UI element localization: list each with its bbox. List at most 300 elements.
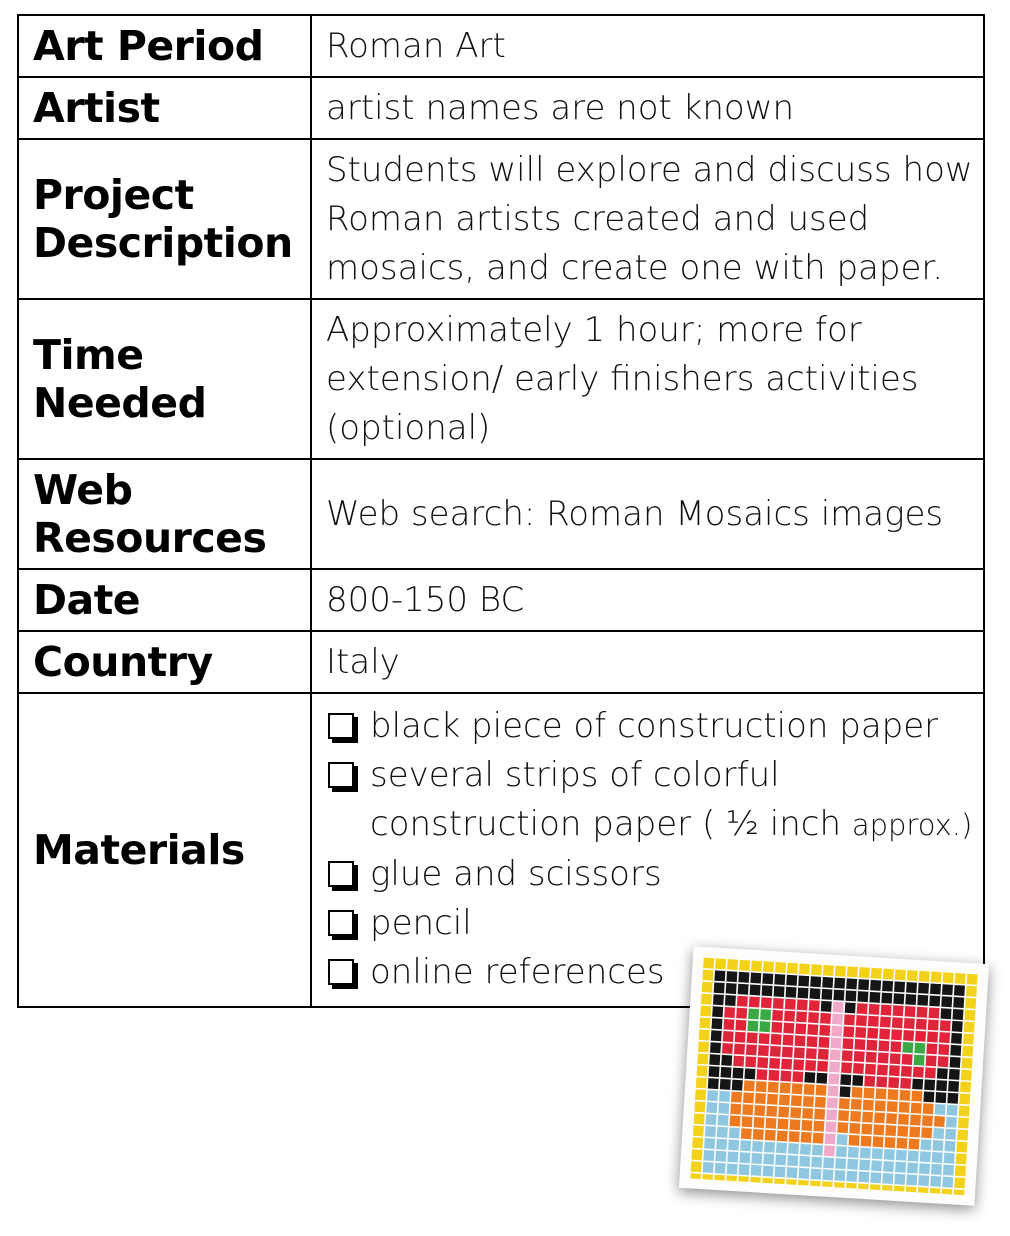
mosaic-tile <box>816 1073 827 1084</box>
mosaic-tile <box>751 961 762 972</box>
materials-label: Materials <box>18 693 311 1007</box>
mosaic-tile <box>910 1115 921 1126</box>
mosaic-tile <box>723 1019 734 1030</box>
mosaic-tile <box>761 997 772 1008</box>
artist-label: Artist <box>18 77 311 139</box>
row-art-period <box>18 15 984 77</box>
mosaic-tile <box>907 1162 918 1173</box>
time-needed-label-line2: Needed <box>33 379 207 427</box>
materials-item-text-small: approx.) <box>851 808 973 842</box>
mosaic-tile <box>912 1079 923 1090</box>
mosaic-tile <box>931 972 942 983</box>
mosaic-tile <box>751 1153 762 1164</box>
mosaic-tile <box>712 1006 723 1017</box>
mosaic-tile <box>881 1005 892 1016</box>
mosaic-tile <box>890 1041 901 1052</box>
mosaic-tile <box>792 1083 803 1094</box>
mosaic-tile <box>847 1159 858 1170</box>
mosaic-tile <box>924 1079 935 1090</box>
mosaic-tile <box>954 1177 965 1188</box>
mosaic-tile <box>797 999 808 1010</box>
mosaic-tile <box>883 1161 894 1172</box>
mosaic-tile <box>798 975 809 986</box>
mosaic-tile <box>783 1035 794 1046</box>
mosaic-tile <box>787 1167 798 1178</box>
mosaic-tile <box>845 990 856 1001</box>
mosaic-tile <box>828 1085 839 1096</box>
mosaic-tile <box>918 983 929 994</box>
mosaic-tile <box>803 1096 814 1107</box>
mosaic-tile <box>819 1025 830 1036</box>
mosaic-tile <box>876 1076 887 1087</box>
mosaic-tile <box>702 982 713 993</box>
mosaic-tile <box>907 970 918 981</box>
mosaic-tile <box>952 1021 963 1032</box>
mosaic-tile <box>739 1164 750 1175</box>
mosaic-tile <box>762 1178 773 1189</box>
mosaic-tile <box>725 995 736 1006</box>
mosaic-tile <box>966 986 977 997</box>
mosaic-tile <box>880 1017 891 1028</box>
mosaic-tile <box>919 1163 930 1174</box>
mosaic-tile <box>699 1018 710 1029</box>
mosaic-tile <box>804 1084 815 1095</box>
mosaic-tile <box>870 1184 881 1195</box>
mosaic-tile <box>953 997 964 1008</box>
mosaic-tile <box>962 1046 973 1057</box>
mosaic-tile <box>775 1154 786 1165</box>
mosaic-tile <box>733 1056 744 1067</box>
mosaic-tile <box>879 1029 890 1040</box>
project-description-label-line1: Project <box>33 171 194 219</box>
mosaic-tile <box>955 1165 966 1176</box>
mosaic-tile <box>738 984 749 995</box>
date-value: 800-150 BC <box>311 569 984 631</box>
mosaic-tile <box>726 983 737 994</box>
row-time-needed <box>18 299 984 459</box>
materials-item-text: online references <box>370 952 665 992</box>
mosaic-tile <box>920 1139 931 1150</box>
mosaic-tile <box>809 1000 820 1011</box>
mosaic-tile <box>763 1154 774 1165</box>
art-period-value: Roman Art <box>311 15 984 77</box>
mosaic-tile <box>811 1157 822 1168</box>
mosaic-tile <box>909 1127 920 1138</box>
mosaic-tile <box>742 1104 753 1115</box>
materials-item-text: black piece of construction paper <box>370 706 939 746</box>
mosaic-tile <box>905 1006 916 1017</box>
mosaic-tile <box>757 1057 768 1068</box>
mosaic-tile <box>691 1161 702 1172</box>
mosaic-tile <box>905 994 916 1005</box>
mosaic-tile <box>744 1080 755 1091</box>
mosaic-tile <box>942 1177 953 1188</box>
mosaic-tile <box>771 1022 782 1033</box>
artist-value: artist names are not known <box>311 77 984 139</box>
mosaic-tile <box>889 1065 900 1076</box>
mosaic-tile <box>809 988 820 999</box>
mosaic-tile <box>754 1117 765 1128</box>
mosaic-tile <box>883 969 894 980</box>
mosaic-tile <box>734 1044 745 1055</box>
mosaic-tile <box>801 1120 812 1131</box>
mosaic-tile <box>718 1103 729 1114</box>
mosaic-tile <box>827 1097 838 1108</box>
mosaic-tile <box>923 1103 934 1114</box>
mosaic-tile <box>801 1132 812 1143</box>
mosaic-tile <box>732 1068 743 1079</box>
mosaic-tile <box>844 1014 855 1025</box>
mosaic-tile <box>937 1068 948 1079</box>
mosaic-tile <box>946 1117 957 1128</box>
mosaic-tile <box>816 1085 827 1096</box>
mosaic-tile <box>784 1011 795 1022</box>
mosaic-tile <box>861 1136 872 1147</box>
mosaic-tile <box>821 989 832 1000</box>
mosaic-tile <box>870 1172 881 1183</box>
mosaic-tile <box>868 1016 879 1027</box>
mosaic-tile <box>756 1069 767 1080</box>
mosaic-tile <box>928 1019 939 1030</box>
mosaic-tile <box>851 1099 862 1110</box>
mosaic-tile <box>885 1137 896 1148</box>
mosaic-tile <box>772 1010 783 1021</box>
mosaic-tile <box>798 1168 809 1179</box>
mosaic-tile <box>697 1053 708 1064</box>
mosaic-tile <box>887 1101 898 1112</box>
butterfly-mosaic-photo <box>679 946 989 1206</box>
mosaic-tile <box>707 1090 718 1101</box>
mosaic-tile <box>836 1146 847 1157</box>
mosaic-tile <box>750 985 761 996</box>
mosaic-tile <box>917 995 928 1006</box>
mosaic-tile <box>964 1010 975 1021</box>
mosaic-tile <box>950 1045 961 1056</box>
mosaic-tile <box>891 1029 902 1040</box>
mosaic-tile <box>848 1147 859 1158</box>
mosaic-tile <box>774 1178 785 1189</box>
mosaic-tile <box>702 1174 713 1185</box>
materials-item-text: several strips of colorful construction paper ( ½ inch <box>370 755 842 844</box>
mosaic-tile <box>959 1106 970 1117</box>
mosaic-tile <box>790 1107 801 1118</box>
mosaic-tile <box>957 1129 968 1140</box>
mosaic-tile <box>947 1105 958 1116</box>
mosaic-tile <box>964 1022 975 1033</box>
mosaic-tile <box>708 1078 719 1089</box>
mosaic-tile <box>778 1106 789 1117</box>
mosaic-tile <box>813 1133 824 1144</box>
mosaic-tile <box>858 1183 869 1194</box>
mosaic-tile <box>899 1102 910 1113</box>
mosaic-tile <box>901 1066 912 1077</box>
mosaic-tile <box>953 1189 964 1195</box>
materials-item-text: pencil <box>370 903 472 943</box>
mosaic-tile <box>706 1114 717 1125</box>
project-description-label <box>18 139 311 299</box>
mosaic-tile <box>963 1034 974 1045</box>
mosaic-tile <box>690 1173 701 1184</box>
date-label: Date <box>18 569 311 631</box>
mosaic-tile <box>715 958 726 969</box>
mosaic-tile <box>922 1115 933 1126</box>
mosaic-tile <box>832 1014 843 1025</box>
mosaic-tile <box>834 978 845 989</box>
mosaic-tile <box>835 1158 846 1169</box>
mosaic-tile <box>903 1030 914 1041</box>
checkbox-icon <box>328 713 354 739</box>
mosaic-tile <box>892 1017 903 1028</box>
mosaic-tile <box>738 972 749 983</box>
mosaic-tile <box>906 982 917 993</box>
mosaic-tile <box>775 1166 786 1177</box>
mosaic-tile <box>743 1092 754 1103</box>
mosaic-tile <box>770 1046 781 1057</box>
mosaic-tile <box>846 978 857 989</box>
mosaic-tile <box>962 1058 973 1069</box>
mosaic-tile <box>835 966 846 977</box>
mosaic-tile <box>780 1083 791 1094</box>
mosaic-tile <box>789 1131 800 1142</box>
mosaic-tile <box>944 1141 955 1152</box>
mosaic-tile <box>840 1074 851 1085</box>
mosaic-tile <box>934 1116 945 1127</box>
mosaic-tile <box>860 1148 871 1159</box>
mosaic-tile <box>828 1073 839 1084</box>
mosaic-tile <box>853 1063 864 1074</box>
mosaic-tile <box>847 966 858 977</box>
mosaic-tile <box>932 1140 943 1151</box>
mosaic-tile <box>872 1148 883 1159</box>
mosaic-tile <box>775 962 786 973</box>
mosaic-tile <box>906 1186 917 1195</box>
mosaic-tile <box>700 1006 711 1017</box>
mosaic-tile <box>703 1162 714 1173</box>
mosaic-tile <box>854 1051 865 1062</box>
mosaic-tile <box>833 990 844 1001</box>
mosaic-tile <box>753 1129 764 1140</box>
mosaic-tile <box>735 1020 746 1031</box>
mosaic-tile <box>812 1145 823 1156</box>
mosaic-tile <box>822 1181 833 1192</box>
time-needed-value: Approximately 1 hour; more for extension/ early finishers activities (optional) <box>311 299 984 459</box>
mosaic-tile <box>956 1153 967 1164</box>
mosaic-tile <box>884 1149 895 1160</box>
mosaic-tile <box>692 1137 703 1148</box>
mosaic-tile <box>768 1070 779 1081</box>
mosaic-tile <box>731 1092 742 1103</box>
mosaic-tile <box>874 1112 885 1123</box>
mosaic-tile <box>718 1115 729 1126</box>
mosaic-tile <box>777 1118 788 1129</box>
mosaic-tile <box>837 1122 848 1133</box>
mosaic-tile <box>764 1142 775 1153</box>
mosaic-tile <box>760 1009 771 1020</box>
mosaic-tile <box>867 1028 878 1039</box>
mosaic-tile <box>750 1177 761 1188</box>
mosaic-tile <box>741 1128 752 1139</box>
row-project-description <box>18 139 984 299</box>
mosaic-tile <box>728 1139 739 1150</box>
mosaic-tile <box>792 1071 803 1082</box>
mosaic-tile <box>771 1034 782 1045</box>
mosaic-tile <box>890 1053 901 1064</box>
mosaic-tile <box>960 1082 971 1093</box>
mosaic-tile <box>866 1052 877 1063</box>
mosaic-tile <box>747 1020 758 1031</box>
mosaic-tile <box>802 1108 813 1119</box>
mosaic-tile <box>793 1059 804 1070</box>
mosaic-tile <box>897 1126 908 1137</box>
mosaic-tile <box>706 1102 717 1113</box>
mosaic-tile <box>941 1008 952 1019</box>
mosaic-tile <box>878 1052 889 1063</box>
mosaic-tile <box>846 1183 857 1194</box>
mosaic-tile <box>773 998 784 1009</box>
mosaic-tile <box>747 1032 758 1043</box>
mosaic-tile <box>926 1055 937 1066</box>
mosaic-tile <box>854 1039 865 1050</box>
mosaic-tile <box>943 1165 954 1176</box>
mosaic-tile <box>911 1103 922 1114</box>
mosaic-tile <box>729 1128 740 1139</box>
web-resources-label-line2: Resources <box>33 514 267 562</box>
mosaic-tile <box>727 1163 738 1174</box>
mosaic-tile <box>881 993 892 1004</box>
time-needed-label-line1: Time <box>33 331 144 379</box>
web-resources-label <box>18 459 311 569</box>
mosaic-tile <box>920 1151 931 1162</box>
mosaic-tile <box>804 1072 815 1083</box>
mosaic-tile <box>894 981 905 992</box>
mosaic-tile <box>918 1187 929 1195</box>
mosaic-tile <box>938 1044 949 1055</box>
mosaic-tile <box>895 1162 906 1173</box>
mosaic-tile <box>896 1150 907 1161</box>
mosaic-tile <box>871 1160 882 1171</box>
materials-list <box>326 702 973 997</box>
mosaic-tile <box>885 1125 896 1136</box>
mosaic-tile <box>949 1069 960 1080</box>
materials-item <box>326 850 973 899</box>
mosaic-tile <box>852 1087 863 1098</box>
mosaic-tile <box>754 1105 765 1116</box>
mosaic-tile <box>959 1094 970 1105</box>
mosaic-tile <box>768 1082 779 1093</box>
mosaic-tile <box>833 1002 844 1013</box>
mosaic-tile <box>736 1008 747 1019</box>
mosaic-tile <box>842 1038 853 1049</box>
mosaic-tile <box>715 1151 726 1162</box>
mosaic-tile <box>759 1021 770 1032</box>
mosaic-tile <box>873 1136 884 1147</box>
mosaic-tile <box>856 1015 867 1026</box>
mosaic-tile <box>895 969 906 980</box>
mosaic-tile <box>717 1127 728 1138</box>
mosaic-tile <box>865 1064 876 1075</box>
mosaic-tile <box>831 1026 842 1037</box>
mosaic-tile <box>897 1138 908 1149</box>
mosaic-tile <box>843 1026 854 1037</box>
mosaic-tile <box>697 1065 708 1076</box>
mosaic-tile <box>786 975 797 986</box>
mosaic-tile <box>893 993 904 1004</box>
mosaic-tile <box>956 1141 967 1152</box>
mosaic-tile <box>823 965 834 976</box>
mosaic-tile <box>825 1121 836 1132</box>
mosaic-tile <box>711 1018 722 1029</box>
mosaic-tile <box>824 1145 835 1156</box>
mosaic-tile <box>931 1164 942 1175</box>
mosaic-tile <box>943 972 954 983</box>
checkbox-icon <box>328 910 354 936</box>
mosaic-tile <box>930 1188 941 1195</box>
mosaic-tile <box>948 1081 959 1092</box>
mosaic-tile <box>795 1035 806 1046</box>
mosaic-tile <box>864 1076 875 1087</box>
row-web-resources <box>18 459 984 569</box>
materials-item <box>326 702 973 751</box>
mosaic-tile <box>852 1075 863 1086</box>
mosaic-tile <box>798 1180 809 1191</box>
mosaic-tile <box>738 1176 749 1187</box>
mosaic-tile <box>719 1091 730 1102</box>
mosaic-tile <box>933 1128 944 1139</box>
mosaic-tile <box>746 1044 757 1055</box>
mosaic-tile <box>945 1129 956 1140</box>
mosaic-tile <box>739 960 750 971</box>
mosaic-tile <box>893 1005 904 1016</box>
mosaic-tile <box>698 1041 709 1052</box>
mosaic-tile <box>845 1002 856 1013</box>
mosaic-tile <box>781 1059 792 1070</box>
mosaic-tile <box>944 1153 955 1164</box>
mosaic-tile <box>951 1033 962 1044</box>
mosaic-tile <box>744 1068 755 1079</box>
mosaic-tile <box>709 1066 720 1077</box>
mosaic-tile <box>714 982 725 993</box>
mosaic-tile <box>726 1175 737 1186</box>
mosaic-tile <box>776 1142 787 1153</box>
mosaic-tile <box>913 1067 924 1078</box>
mosaic-tile <box>870 980 881 991</box>
mosaic-tile <box>917 1007 928 1018</box>
mosaic-tile <box>709 1054 720 1065</box>
mosaic-tile <box>786 1179 797 1190</box>
row-date <box>18 569 984 631</box>
mosaic-tile <box>720 1079 731 1090</box>
mosaic-tile <box>914 1043 925 1054</box>
mosaic-tile <box>837 1134 848 1145</box>
mosaic-tile <box>769 1058 780 1069</box>
mosaic-tile <box>749 996 760 1007</box>
mosaic-tile <box>798 987 809 998</box>
mosaic-tile <box>730 1104 741 1115</box>
mosaic-tile <box>902 1042 913 1053</box>
mosaic-tile <box>882 981 893 992</box>
mosaic-tile <box>714 970 725 981</box>
mosaic-tile <box>886 1113 897 1124</box>
mosaic-tile <box>882 1173 893 1184</box>
mosaic-tile <box>954 985 965 996</box>
mosaic-tile <box>702 970 713 981</box>
mosaic-tile <box>929 1007 940 1018</box>
web-resources-label-line1: Web <box>33 466 133 514</box>
mosaic-tile <box>841 1062 852 1073</box>
art-lesson-table <box>17 14 985 1008</box>
mosaic-tile <box>878 1040 889 1051</box>
mosaic-tile <box>941 1189 952 1196</box>
